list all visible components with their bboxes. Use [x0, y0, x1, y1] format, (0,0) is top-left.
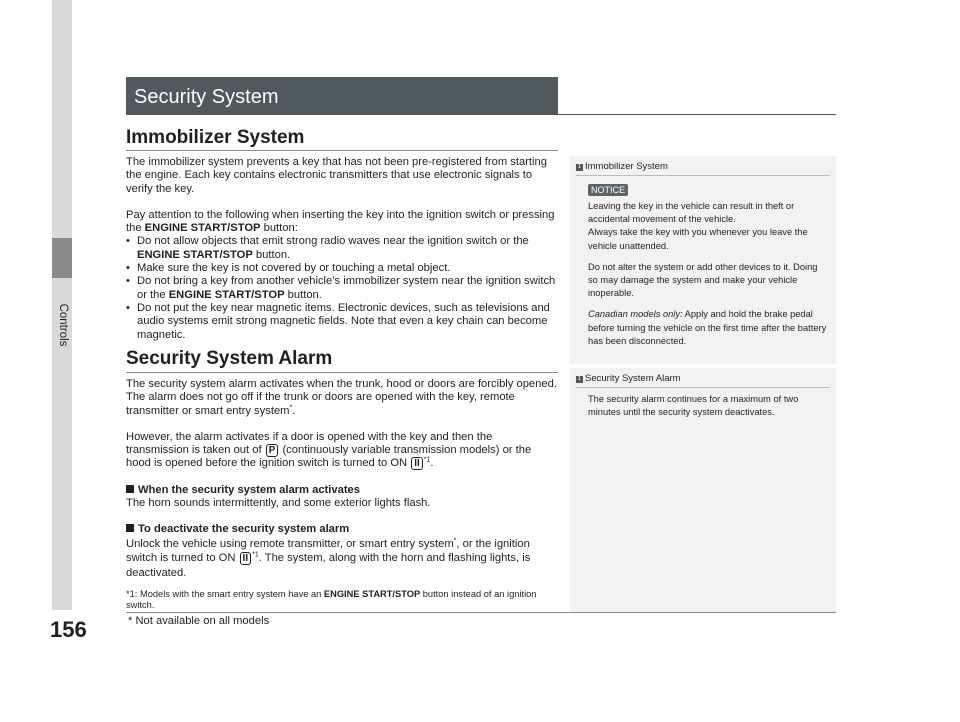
side-label: Controls: [57, 303, 69, 347]
list-item: • Do not bring a key from another vehicle’s immobilizer system near the ignition switch or the ENGINE START/STOP button.: [126, 275, 558, 302]
immobilizer-intro: The immobilizer system prevents a key that has not been pre-registered from starting the engine. Each key contains electronic transmitters that use electronic signals to verify the key.: [126, 156, 547, 195]
gear-p-key: P: [266, 444, 279, 457]
footer-rule: [126, 612, 836, 613]
heading-alarm: Security System Alarm: [126, 348, 333, 369]
aside-rule: [576, 175, 830, 176]
alarm-body: [126, 378, 558, 580]
alarm-condition: However, the alarm activates if a door is opened with the key and then the transmission is taken out of P (continuously variable transmission models) or the hood is opened before the ignition switch is turned to ON II $^{*1}$.: [126, 430, 532, 470]
banner-rule: [126, 114, 836, 115]
footnote: *1: Models with the smart entry system have an ENGINE START/STOP button instead of an ignition switch.: [126, 589, 537, 610]
list-item: • Do not put the key near magnetic items. Electronic devices, such as televisions and audio systems emit strong magnetic fields. Note that even a key chain can become magnetic.: [126, 302, 558, 342]
heading-immobilizer: Immobilizer System: [126, 127, 305, 148]
ignition-on-key: II: [240, 552, 252, 565]
aside-title: 1 Immobilizer System: [577, 161, 668, 172]
side-tab-active: [52, 238, 72, 278]
availability-note: * Not available on all models: [128, 615, 270, 627]
page-number: 156: [50, 617, 87, 642]
side-tab-top: [52, 0, 72, 238]
list-item: • Make sure the key is not covered by or touching a metal object.: [126, 262, 558, 275]
square-bullet-icon: [126, 485, 134, 493]
subhead-activates: When the security system alarm activates: [126, 484, 558, 497]
immobilizer-body: [126, 156, 558, 342]
aside-body: Leaving the key in the vehicle can result in theft or accidental movement of the vehicle. Always take the key with you whenever you leave the vehicle unattended. Do not alter the system or add other devices to it. Doing so may damage the system and make your vehicle inoperable. Canadian models only: Apply and hold the brake pedal before turning the vehicle on the first time after the battery has been disconnected.: [588, 201, 827, 346]
aside-immobilizer: [570, 156, 836, 364]
heading-rule: [126, 150, 558, 151]
aside-title: 1 Security System Alarm: [577, 373, 681, 384]
reference-icon: 1: [577, 164, 582, 170]
aside-alarm: [570, 368, 836, 612]
immobilizer-attention: Pay attention to the following when inserting the key into the ignition switch or pressing the ENGINE START/STOP button:: [126, 208, 555, 235]
reference-icon: 1: [577, 376, 582, 382]
notice-badge: NOTICE: [588, 184, 628, 196]
deactivate-text: Unlock the vehicle using remote transmitter, or smart entry system*, or the ignition switch is turned to ON II $^{*1}$. The system, along with the horn and flashing lights, is deactivated.: [126, 536, 531, 579]
banner-title: Security System: [134, 86, 279, 108]
heading-rule: [126, 372, 558, 373]
ignition-on-key: II: [411, 457, 423, 470]
chapter-banner: [126, 77, 558, 115]
alarm-intro: The security system alarm activates when the trunk, hood or doors are forcibly opened. The alarm does not go off if the trunk or doors are opened with the key, remote transmitter or smart entry system*.: [126, 378, 557, 417]
activates-text: The horn sounds intermittently, and some exterior lights flash.: [126, 497, 431, 510]
list-item: • Do not allow objects that emit strong radio waves near the ignition switch or the ENGINE START/STOP button.: [126, 235, 558, 262]
subhead-deactivate: To deactivate the security system alarm: [126, 523, 558, 536]
aside-body: The security alarm continues for a maximum of two minutes until the security system deactivates.: [588, 394, 799, 418]
square-bullet-icon: [126, 524, 134, 532]
